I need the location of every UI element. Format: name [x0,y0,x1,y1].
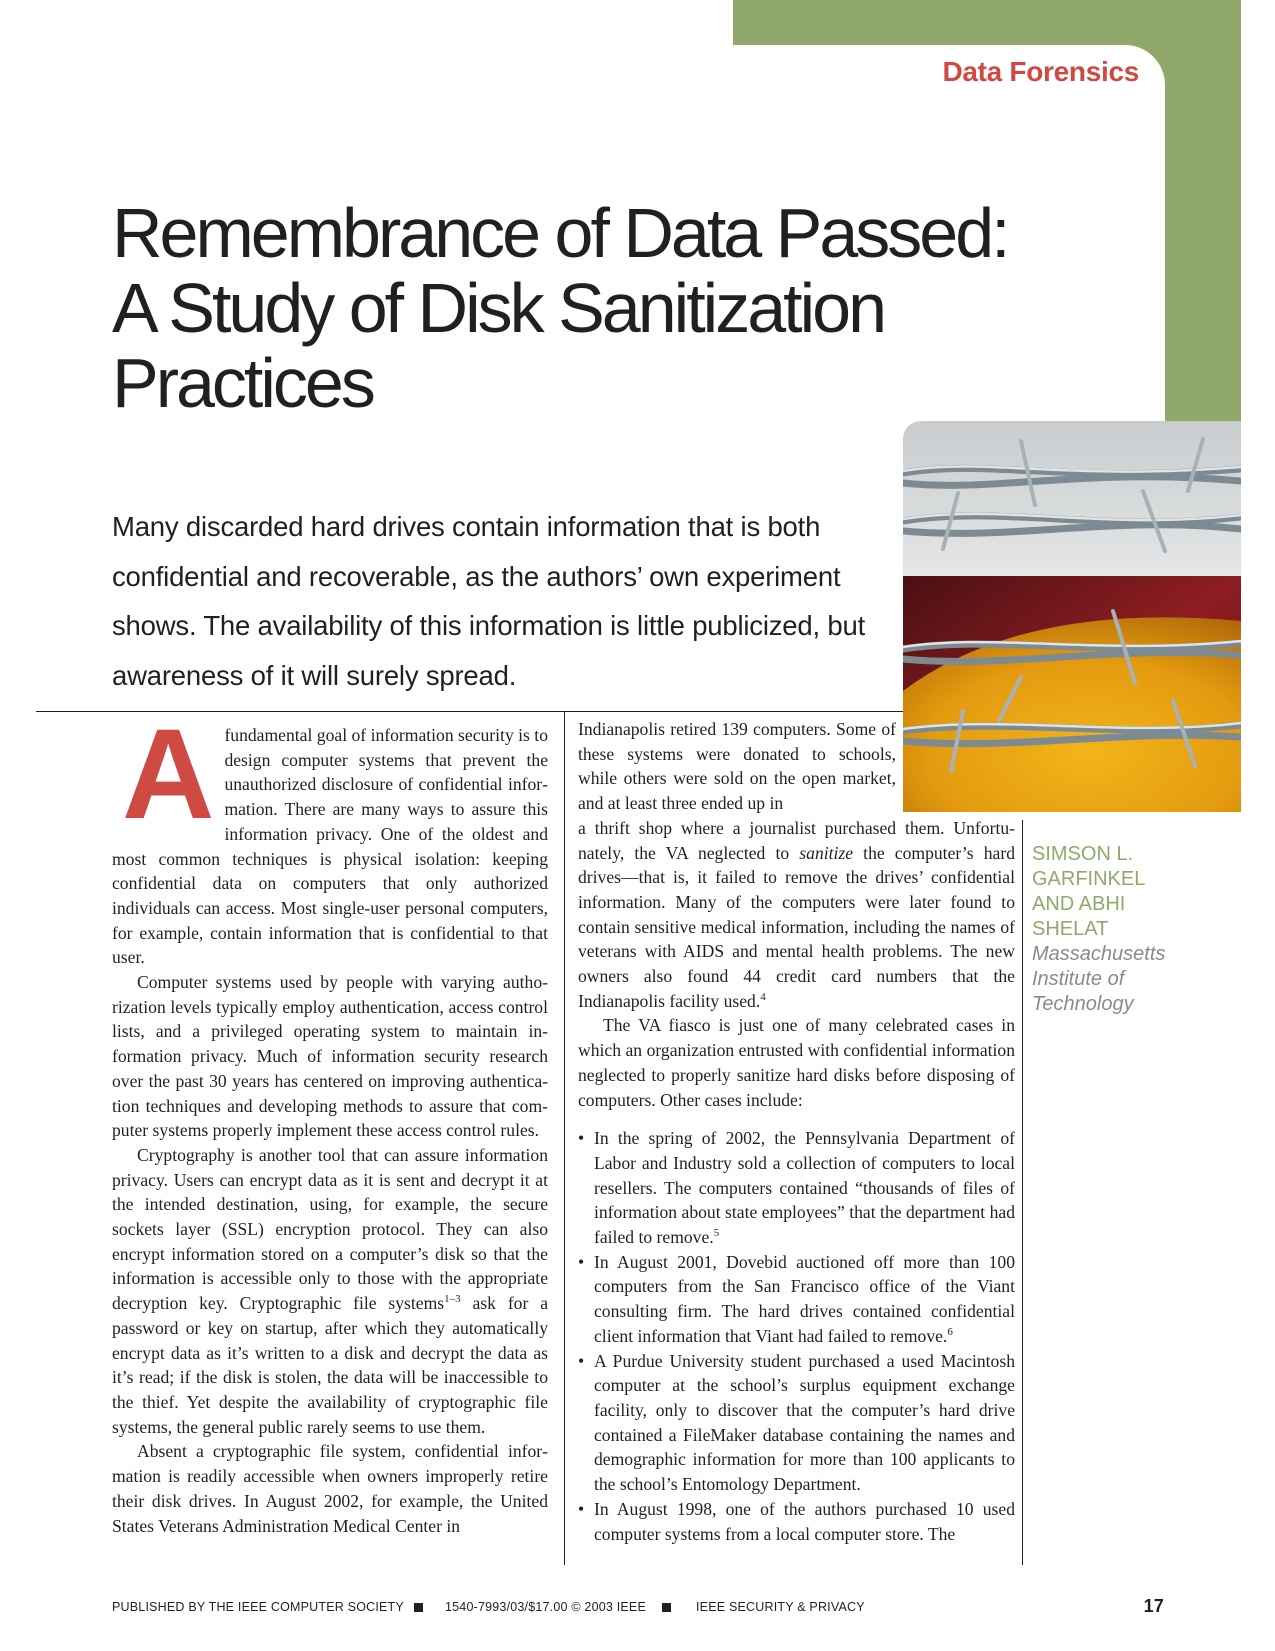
body-paragraph [578,816,1015,1014]
footer-separator [414,1603,423,1612]
title-line: A Study of Disk Sanitization [112,269,884,347]
body-paragraph [112,703,548,970]
section-label: Data Forensics [942,56,1139,87]
body-paragraph: The VA fiasco is just one of many celebrated cases in which an organization entrusted with confidential information neglected to properly sanitize hard disks before disposing of computers. Other cases include: [578,1015,1015,1110]
emphasis: sanitize [799,842,854,863]
citation: 4 [760,990,766,1003]
article-abstract: Many discarded hard drives contain information that is both confidential and recoverable, as the authors’ own experiment shows. The availability of this information is little publicized, but awareness of it will surely spread. [112,511,866,691]
body-paragraph: Computer systems used by people with varying authorization levels typically employ authentication, access control lists, and a privileged operating system to maintain information privacy. Much of information security research over the past 30 years has centered on improving authentication techniques and developing methods to assure that computer systems properly implement these access control rules. [112,972,548,1141]
list-item [578,1497,1015,1546]
paragraph-text: ask for a password or key on startup, after which they automatically encrypt data as it’s written to a disk and decrypt the data as it’s read; if the disk is stolen, the data will be inaccessible to the thief. Yet despite the availability of cryptographic file systems, the general public rarely seems to use them. [112,1293,548,1437]
list-item [578,1126,1015,1250]
footer-publisher: PUBLISHED BY THE IEEE COMPUTER SOCIETY [112,1600,404,1614]
article-title [112,196,1012,421]
list-item-text: In August 1998, one of the authors purchased 10 used computer systems from a local computer store. The [594,1498,1015,1544]
footer-magazine: IEEE SECURITY & PRIVACY [696,1600,865,1614]
body-paragraph [112,1143,548,1439]
footer-separator [662,1603,671,1612]
author-block [1032,842,1232,1017]
page-number: 17 [1143,1596,1164,1616]
case-list [578,1126,1015,1546]
list-item [578,1250,1015,1349]
citation: 1–3 [444,1293,461,1306]
footer-issn: 1540-7993/03/$17.00 © 2003 IEEE [445,1600,646,1614]
citation: 6 [947,1326,953,1339]
author-names: SIMSON L. GARFINKEL AND ABHI SHELAT [1032,843,1146,940]
paragraph-text: fundamental goal of information security is to design computer systems that prevent the unauthorized disclosure of confidential information. There are many ways to assure this information privacy. One of the oldest and most common techniques is physical isolation: keeping confidential data on computers that only authorized individuals can access. Most single-user personal computers, for example, contain information that is confidential to that user. [112,725,548,968]
list-item-text: A Purdue University student purchased a used Macintosh computer at the school’s surplus equipment exchange facility, only to discover that the computer’s hard drive contained a FileMaker database containing the names and demographic information for more than 100 applicants to the school’s Entomology Department. [594,1350,1015,1495]
author-affiliation: Massachusetts Institute of Technology [1032,943,1166,1015]
citation: 5 [713,1227,720,1240]
title-line: Practices [112,344,373,422]
drop-cap: A [122,703,215,846]
body-paragraph: Indianapolis retired 139 computers. Some of these systems were donated to schools, while others were sold on the open market, and at least three ended up in [578,719,896,814]
paragraph-text: Cryptography is another tool that can assure information privacy. Users can encrypt data as it is sent and decrypt it at the intended destination, using, for example, the secure sockets layer (SSL) encryption protocol. They can also encrypt information stored on a computer’s disk so that the information is accessible only to those with the appropriate decryption key. Cryptographic file systems [112,1144,548,1314]
list-item-text: In August 2001, Dovebid auctioned off more than 100 computers from the San Francisco office of the Viant consulting firm. The hard drives contained confidential client information that Viant had failed to remove. [594,1251,1015,1346]
side-band [1165,45,1241,421]
title-line: Remembrance of Data Passed: [112,194,1008,272]
margin-divider [1022,820,1023,1565]
list-item-text: In the spring of 2002, the Pennsylvania Department of Labor and Industry sold a collection of computers to local resellers. The computers contained “thousands of files of information about state employees” that the department had failed to remove. [594,1128,1015,1248]
body-column-right [578,717,1015,1546]
paragraph-text: a thrift shop where a journalist purchased them. Unfortunately, the VA neglected to [578,817,1015,863]
column-divider [564,712,565,1565]
paragraph-text: the computer’s hard drives—that is, it failed to remove the drives’ confidential information. Many of the computers were later found to contain sensitive medical information, including the names of veterans with AIDS and mental health problems. The new owners also found 44 credit card numbers that the Indianapolis facility used. [578,842,1016,1011]
page-footer [112,1598,1164,1618]
list-item [578,1349,1015,1497]
body-paragraph: Absent a cryptographic file system, confidential information is readily accessible when owners improperly retire their disk drives. In August 2002, for example, the United States Veterans Administration Medical Center in [112,1441,548,1536]
body-column-left [112,703,548,1538]
header-band [733,0,1241,45]
